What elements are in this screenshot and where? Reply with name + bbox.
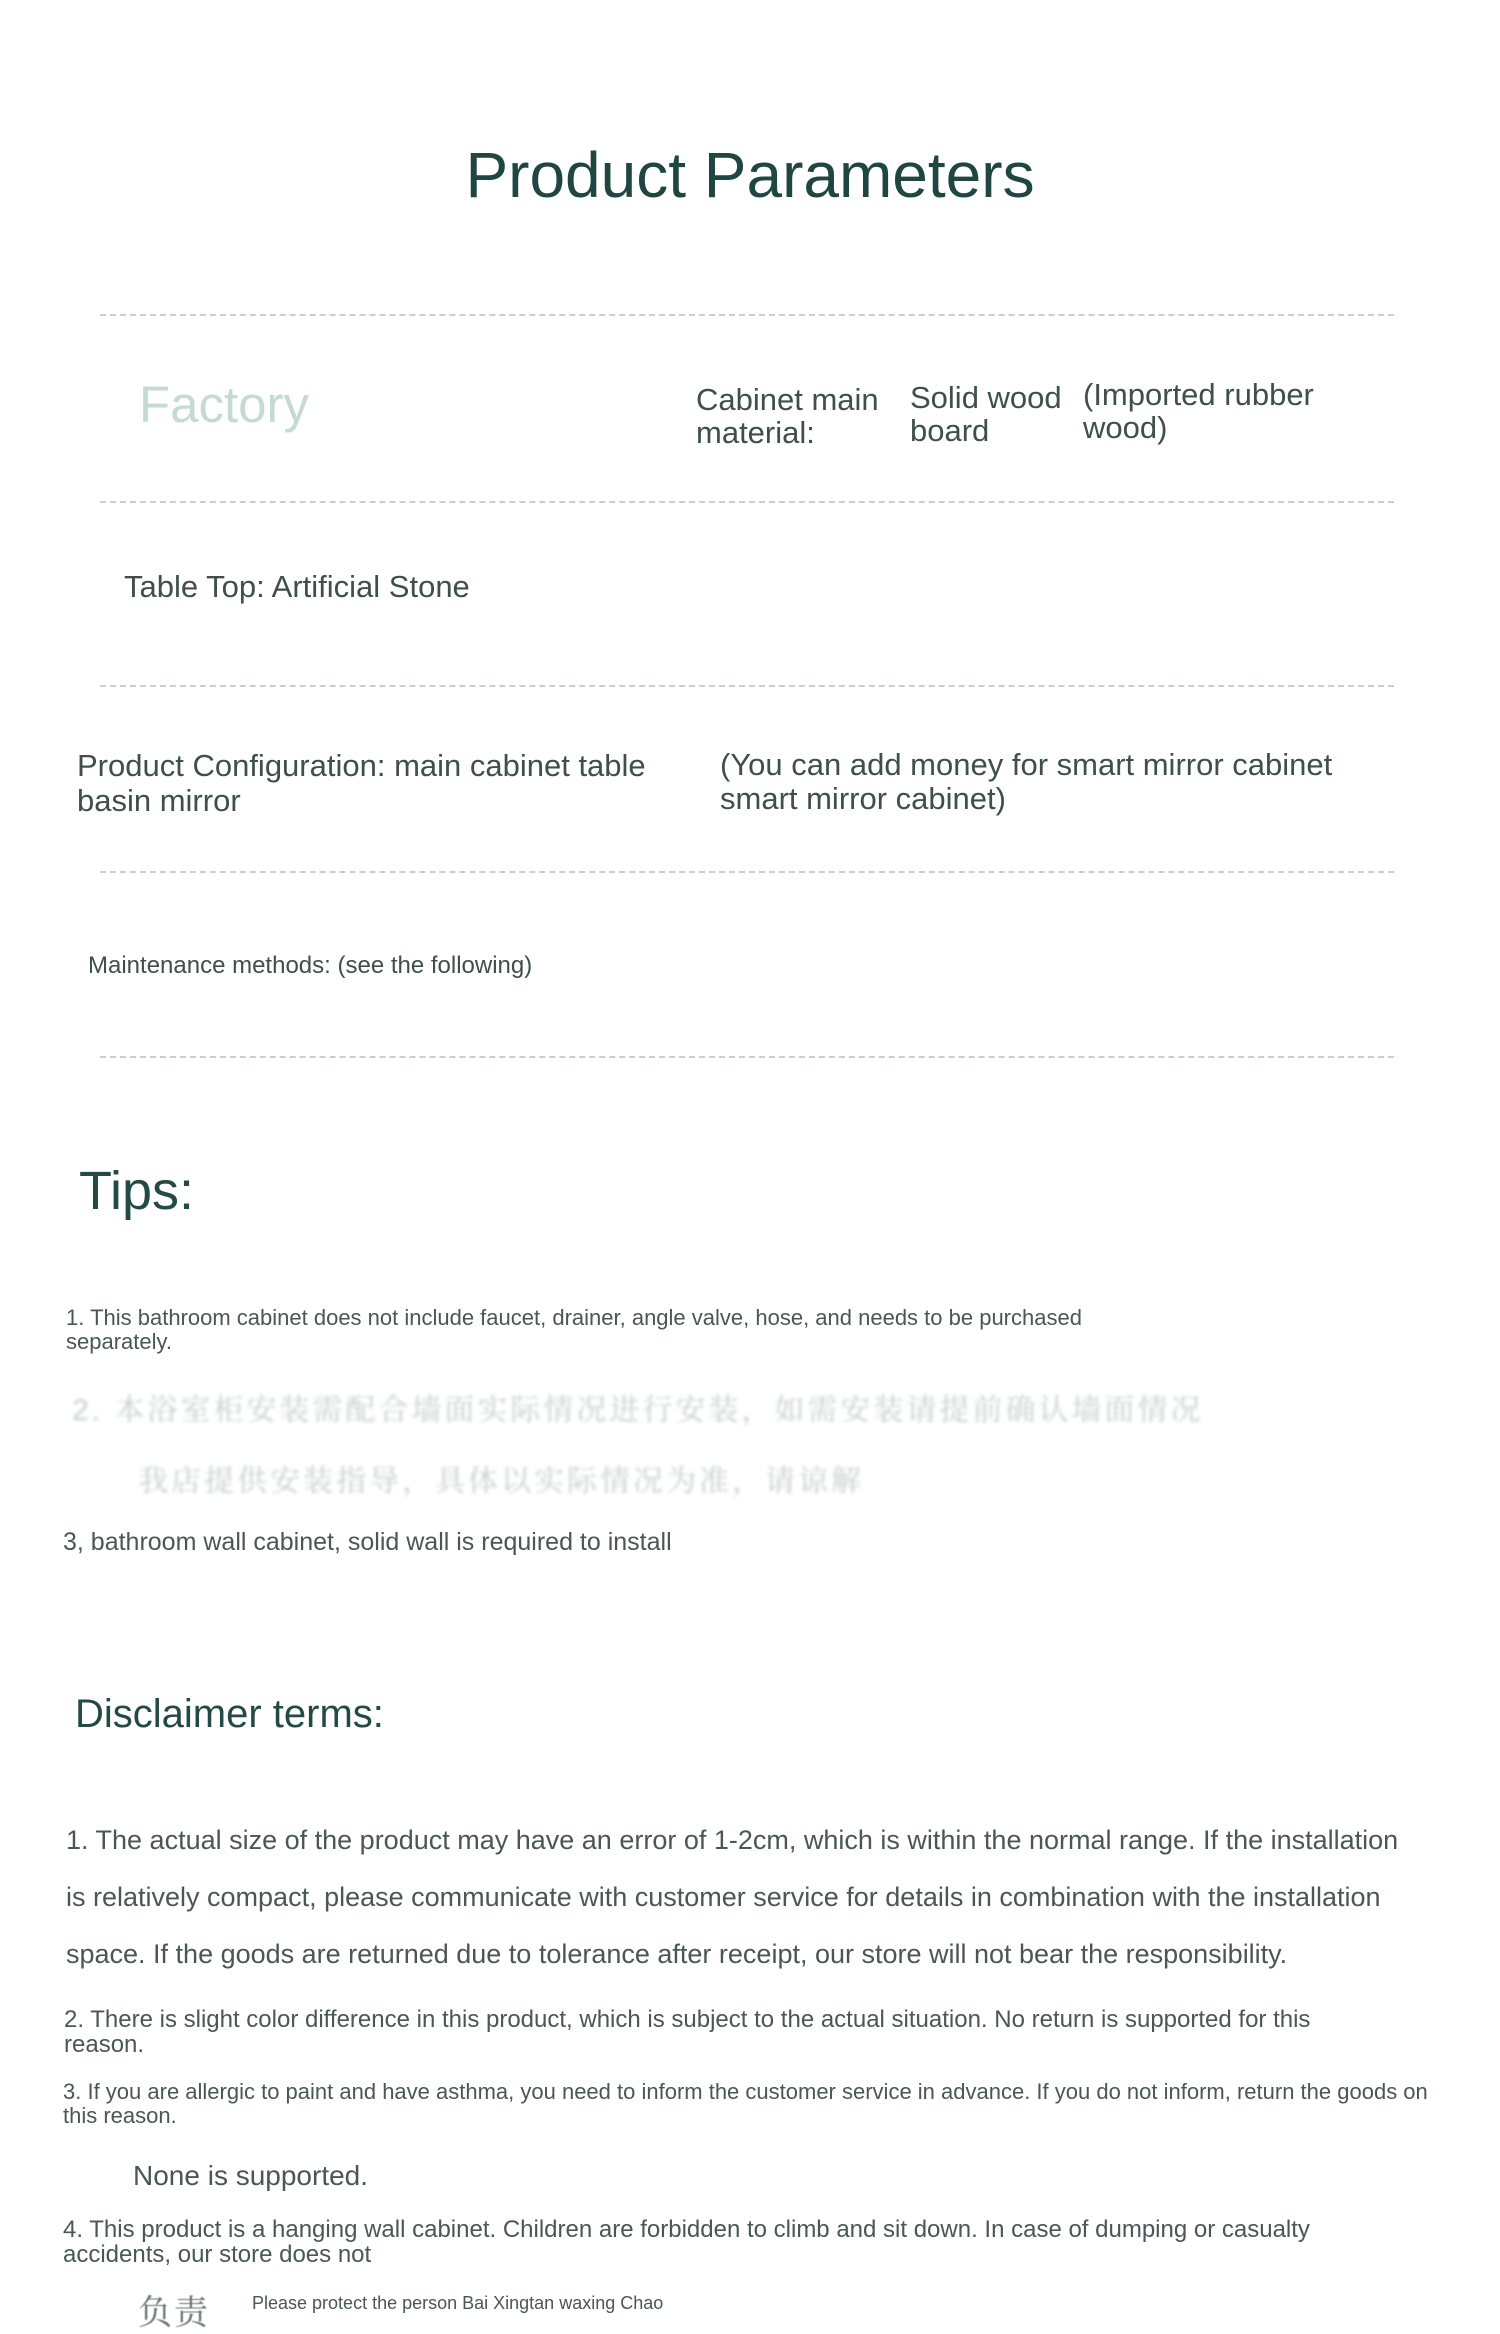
footer-note: Please protect the person Bai Xingtan waxing Chao — [252, 2293, 664, 2313]
divider — [100, 1056, 1394, 1058]
maintenance-methods: Maintenance methods: (see the following) — [88, 952, 533, 979]
disclaimer-item: 2. There is slight color difference in this product, which is subject to the actual situation. No return is supported for this reason. — [64, 2006, 1311, 2058]
divider — [100, 871, 1394, 873]
cabinet-material-note: (Imported rubber wood) — [1083, 377, 1314, 445]
disclaimer-item: 1. The actual size of the product may have an error of 1-2cm, which is within the normal range. If the installation is relatively compact, please communicate with customer service for details in combination with the installation space. If the goods are returned due to tolerance after receipt, our store will not bear the responsibility. — [66, 1825, 1399, 1969]
disclaimer-item: 3. If you are allergic to paint and have asthma, you need to inform the customer service in advance. If you do not inform, return the goods on this reason. — [63, 2079, 1428, 2128]
page-title: Product Parameters — [465, 139, 1035, 211]
footer-cn-text: 负责 — [138, 2294, 210, 2332]
table-top-spec: Table Top: Artificial Stone — [124, 569, 470, 604]
tip-item: 我店提供安装指导，具体以实际情况为准，请谅解 — [138, 1465, 864, 1498]
divider — [100, 314, 1394, 316]
divider — [100, 501, 1394, 503]
cabinet-material-value: Solid wood board — [910, 380, 1062, 448]
cabinet-material-label: Cabinet main material: — [696, 382, 879, 450]
factory-label: Factory — [139, 376, 310, 433]
tips-heading: Tips: — [79, 1161, 195, 1221]
product-configuration: Product Configuration: main cabinet table basin mirror — [77, 748, 646, 818]
tip-item: 3, bathroom wall cabinet, solid wall is required to install — [63, 1528, 672, 1556]
tip-item: 1. This bathroom cabinet does not include faucet, drainer, angle valve, hose, and needs to be purchased separately. — [66, 1305, 1082, 1354]
configuration-note: (You can add money for smart mirror cabinet smart mirror cabinet) — [720, 747, 1333, 816]
disclaimer-heading: Disclaimer terms: — [75, 1692, 384, 1736]
tip-item: 2. 本浴室柜安装需配合墙面实际情况进行安装，如需安装请提前确认墙面情况 — [72, 1394, 1204, 1427]
disclaimer-item-tail: None is supported. — [133, 2160, 369, 2191]
divider — [100, 685, 1394, 687]
disclaimer-item: 4. This product is a hanging wall cabinet. Children are forbidden to climb and sit down. In case of dumping or casualty accidents, our store does not — [63, 2216, 1310, 2268]
